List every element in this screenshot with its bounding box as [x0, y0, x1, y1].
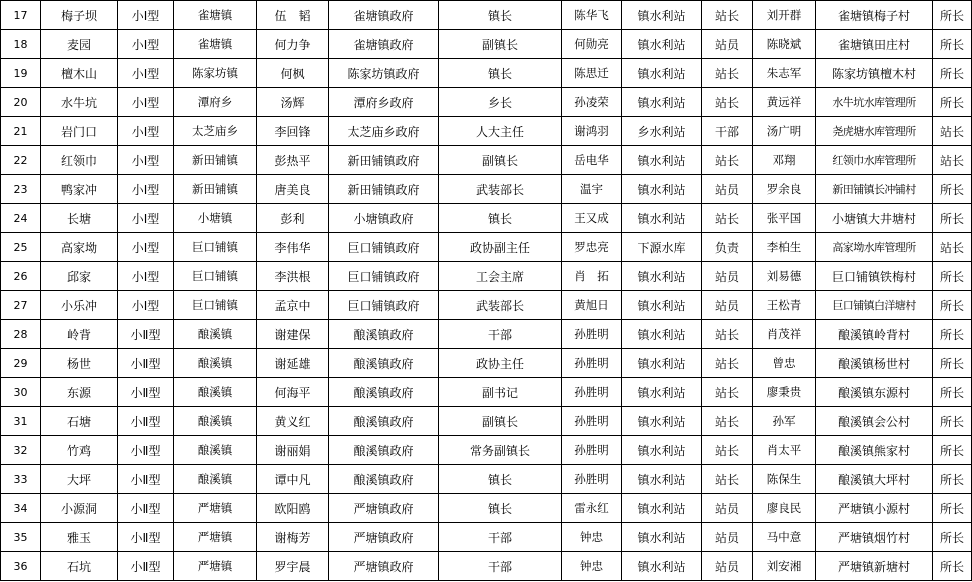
- table-row: [1, 175, 972, 204]
- cell-tech-position: 站员: [702, 175, 753, 204]
- cell-patrol-position: 所长: [933, 88, 972, 117]
- cell-reservoir-name: 水牛坑: [41, 88, 118, 117]
- cell-patrol-position: 所长: [933, 204, 972, 233]
- cell-reservoir-name: 东源: [41, 378, 118, 407]
- cell-reservoir-name: 鸭家冲: [41, 175, 118, 204]
- cell-tech-person: 钟忠: [562, 552, 622, 581]
- cell-township: 严塘镇: [174, 523, 257, 552]
- cell-admin-unit: 酿溪镇政府: [329, 349, 439, 378]
- cell-township: 小塘镇: [174, 204, 257, 233]
- table-row: [1, 146, 972, 175]
- cell-patrol-unit: 水牛坑水库管理所: [816, 88, 933, 117]
- table-row: [1, 436, 972, 465]
- cell-patrol-unit: 红领巾水库管理所: [816, 146, 933, 175]
- cell-township: 酿溪镇: [174, 378, 257, 407]
- cell-reservoir-name: 大坪: [41, 465, 118, 494]
- cell-tech-position: 站员: [702, 291, 753, 320]
- cell-tech-position: 站员: [702, 30, 753, 59]
- cell-admin-unit: 酿溪镇政府: [329, 320, 439, 349]
- cell-reservoir-scale: 小Ⅰ型: [118, 175, 174, 204]
- cell-township: 酿溪镇: [174, 407, 257, 436]
- cell-reservoir-scale: 小Ⅰ型: [118, 146, 174, 175]
- cell-admin-person: 何海平: [257, 378, 329, 407]
- cell-tech-person: 何勋亮: [562, 30, 622, 59]
- cell-reservoir-scale: 小Ⅱ型: [118, 523, 174, 552]
- cell-patrol-unit: 小塘镇大井塘村: [816, 204, 933, 233]
- table-row: [1, 30, 972, 59]
- cell-admin-unit: 新田铺镇政府: [329, 146, 439, 175]
- cell-reservoir-scale: 小Ⅰ型: [118, 30, 174, 59]
- cell-patrol-unit: 酿溪镇东源村: [816, 378, 933, 407]
- cell-admin-person: 李回锋: [257, 117, 329, 146]
- cell-tech-position: 站长: [702, 1, 753, 30]
- cell-admin-position: 副镇长: [439, 407, 562, 436]
- cell-patrol-unit: 高家坳水库管理所: [816, 233, 933, 262]
- cell-admin-position: 常务副镇长: [439, 436, 562, 465]
- cell-reservoir-scale: 小Ⅱ型: [118, 407, 174, 436]
- cell-tech-person: 温宇: [562, 175, 622, 204]
- table-row: [1, 523, 972, 552]
- cell-patrol-person: 曾忠: [753, 349, 816, 378]
- cell-reservoir-name: 梅子坝: [41, 1, 118, 30]
- cell-tech-position: 站长: [702, 59, 753, 88]
- cell-patrol-position: 所长: [933, 30, 972, 59]
- cell-tech-unit: 乡水利站: [622, 117, 702, 146]
- table-row: [1, 320, 972, 349]
- cell-patrol-unit: 酿溪镇杨世村: [816, 349, 933, 378]
- cell-patrol-position: 站长: [933, 117, 972, 146]
- cell-admin-position: 政协主任: [439, 349, 562, 378]
- cell-patrol-position: 所长: [933, 494, 972, 523]
- cell-township: 巨口铺镇: [174, 291, 257, 320]
- cell-row-number: 17: [1, 1, 41, 30]
- cell-admin-position: 镇长: [439, 204, 562, 233]
- cell-tech-position: 负责: [702, 233, 753, 262]
- cell-tech-person: 雷永红: [562, 494, 622, 523]
- cell-reservoir-name: 岩门口: [41, 117, 118, 146]
- cell-tech-person: 罗忠亮: [562, 233, 622, 262]
- cell-admin-person: 欧阳鸥: [257, 494, 329, 523]
- cell-row-number: 36: [1, 552, 41, 581]
- cell-tech-person: 黄旭日: [562, 291, 622, 320]
- cell-admin-unit: 雀塘镇政府: [329, 1, 439, 30]
- cell-tech-person: 陈华飞: [562, 1, 622, 30]
- cell-township: 巨口铺镇: [174, 233, 257, 262]
- cell-patrol-unit: 巨口铺镇铁梅村: [816, 262, 933, 291]
- cell-admin-position: 镇长: [439, 59, 562, 88]
- cell-township: 巨口铺镇: [174, 262, 257, 291]
- cell-tech-unit: 镇水利站: [622, 146, 702, 175]
- cell-admin-position: 副书记: [439, 378, 562, 407]
- cell-reservoir-scale: 小Ⅱ型: [118, 349, 174, 378]
- cell-admin-position: 干部: [439, 552, 562, 581]
- cell-admin-person: 李伟华: [257, 233, 329, 262]
- cell-admin-position: 镇长: [439, 465, 562, 494]
- cell-patrol-person: 王松青: [753, 291, 816, 320]
- cell-township: 酿溪镇: [174, 436, 257, 465]
- cell-reservoir-scale: 小Ⅰ型: [118, 59, 174, 88]
- cell-tech-person: 肖 拓: [562, 262, 622, 291]
- cell-reservoir-name: 竹鸡: [41, 436, 118, 465]
- cell-patrol-position: 所长: [933, 349, 972, 378]
- cell-tech-position: 站员: [702, 552, 753, 581]
- cell-patrol-position: 所长: [933, 552, 972, 581]
- cell-admin-unit: 严塘镇政府: [329, 523, 439, 552]
- cell-tech-position: 站长: [702, 146, 753, 175]
- cell-admin-person: 李洪根: [257, 262, 329, 291]
- cell-patrol-position: 站长: [933, 233, 972, 262]
- cell-reservoir-scale: 小Ⅰ型: [118, 262, 174, 291]
- cell-admin-position: 副镇长: [439, 30, 562, 59]
- cell-tech-unit: 镇水利站: [622, 436, 702, 465]
- cell-admin-unit: 巨口铺镇政府: [329, 233, 439, 262]
- cell-reservoir-scale: 小Ⅱ型: [118, 378, 174, 407]
- cell-tech-person: 孙胜明: [562, 378, 622, 407]
- cell-township: 雀塘镇: [174, 30, 257, 59]
- cell-patrol-unit: 尧虎塘水库管理所: [816, 117, 933, 146]
- cell-row-number: 28: [1, 320, 41, 349]
- cell-tech-person: 孙胜明: [562, 436, 622, 465]
- cell-patrol-person: 陈晓斌: [753, 30, 816, 59]
- cell-admin-unit: 严塘镇政府: [329, 494, 439, 523]
- cell-township: 潭府乡: [174, 88, 257, 117]
- cell-tech-position: 站长: [702, 407, 753, 436]
- cell-tech-unit: 镇水利站: [622, 465, 702, 494]
- cell-row-number: 22: [1, 146, 41, 175]
- cell-tech-unit: 镇水利站: [622, 523, 702, 552]
- cell-patrol-position: 所长: [933, 262, 972, 291]
- cell-patrol-unit: 严塘镇小源村: [816, 494, 933, 523]
- cell-patrol-unit: 雀塘镇梅子村: [816, 1, 933, 30]
- cell-tech-person: 孙凌荣: [562, 88, 622, 117]
- cell-admin-position: 乡长: [439, 88, 562, 117]
- cell-admin-position: 武装部长: [439, 291, 562, 320]
- cell-admin-unit: 酿溪镇政府: [329, 436, 439, 465]
- cell-tech-position: 站长: [702, 378, 753, 407]
- cell-tech-unit: 镇水利站: [622, 320, 702, 349]
- cell-patrol-person: 黄远祥: [753, 88, 816, 117]
- cell-tech-position: 站长: [702, 204, 753, 233]
- cell-row-number: 31: [1, 407, 41, 436]
- cell-reservoir-scale: 小Ⅰ型: [118, 1, 174, 30]
- cell-admin-unit: 酿溪镇政府: [329, 407, 439, 436]
- cell-tech-unit: 镇水利站: [622, 88, 702, 117]
- cell-row-number: 30: [1, 378, 41, 407]
- cell-admin-unit: 雀塘镇政府: [329, 30, 439, 59]
- cell-admin-unit: 严塘镇政府: [329, 552, 439, 581]
- cell-township: 严塘镇: [174, 552, 257, 581]
- cell-reservoir-name: 岭背: [41, 320, 118, 349]
- cell-admin-position: 政协副主任: [439, 233, 562, 262]
- cell-tech-unit: 镇水利站: [622, 59, 702, 88]
- cell-admin-person: 罗宇晨: [257, 552, 329, 581]
- cell-reservoir-name: 石坑: [41, 552, 118, 581]
- table-row: [1, 291, 972, 320]
- cell-tech-position: 站长: [702, 465, 753, 494]
- cell-reservoir-scale: 小Ⅱ型: [118, 494, 174, 523]
- cell-row-number: 26: [1, 262, 41, 291]
- cell-patrol-unit: 新田铺镇长冲铺村: [816, 175, 933, 204]
- table-row: [1, 407, 972, 436]
- cell-admin-position: 干部: [439, 523, 562, 552]
- cell-patrol-person: 刘开群: [753, 1, 816, 30]
- cell-admin-position: 副镇长: [439, 146, 562, 175]
- cell-reservoir-scale: 小Ⅰ型: [118, 233, 174, 262]
- cell-patrol-unit: 陈家坊镇檀木村: [816, 59, 933, 88]
- cell-reservoir-scale: 小Ⅰ型: [118, 117, 174, 146]
- cell-patrol-person: 朱志军: [753, 59, 816, 88]
- cell-admin-unit: 酿溪镇政府: [329, 465, 439, 494]
- cell-row-number: 27: [1, 291, 41, 320]
- cell-patrol-person: 刘安湘: [753, 552, 816, 581]
- cell-tech-position: 站长: [702, 349, 753, 378]
- cell-patrol-unit: 严塘镇烟竹村: [816, 523, 933, 552]
- cell-reservoir-name: 邱家: [41, 262, 118, 291]
- cell-patrol-unit: 酿溪镇大坪村: [816, 465, 933, 494]
- cell-admin-person: 汤辉: [257, 88, 329, 117]
- table-row: [1, 233, 972, 262]
- cell-admin-position: 武装部长: [439, 175, 562, 204]
- cell-admin-unit: 巨口铺镇政府: [329, 291, 439, 320]
- cell-patrol-unit: 酿溪镇会公村: [816, 407, 933, 436]
- cell-reservoir-scale: 小Ⅱ型: [118, 436, 174, 465]
- cell-reservoir-name: 高家坳: [41, 233, 118, 262]
- cell-tech-person: 孙胜明: [562, 349, 622, 378]
- cell-patrol-person: 刘易德: [753, 262, 816, 291]
- cell-tech-unit: 镇水利站: [622, 1, 702, 30]
- cell-tech-unit: 镇水利站: [622, 204, 702, 233]
- cell-reservoir-name: 长塘: [41, 204, 118, 233]
- cell-patrol-person: 廖良民: [753, 494, 816, 523]
- cell-admin-unit: 陈家坊镇政府: [329, 59, 439, 88]
- cell-tech-unit: 下源水库: [622, 233, 702, 262]
- cell-admin-person: 黄义红: [257, 407, 329, 436]
- cell-patrol-person: 陈保生: [753, 465, 816, 494]
- cell-tech-unit: 镇水利站: [622, 175, 702, 204]
- cell-patrol-person: 马中意: [753, 523, 816, 552]
- table-row: [1, 1, 972, 30]
- cell-reservoir-scale: 小Ⅱ型: [118, 552, 174, 581]
- cell-row-number: 24: [1, 204, 41, 233]
- cell-reservoir-scale: 小Ⅰ型: [118, 291, 174, 320]
- cell-township: 新田铺镇: [174, 146, 257, 175]
- cell-row-number: 29: [1, 349, 41, 378]
- cell-admin-person: 谭中凡: [257, 465, 329, 494]
- cell-admin-person: 何枫: [257, 59, 329, 88]
- cell-patrol-person: 张平国: [753, 204, 816, 233]
- cell-township: 酿溪镇: [174, 349, 257, 378]
- cell-patrol-position: 所长: [933, 407, 972, 436]
- cell-row-number: 32: [1, 436, 41, 465]
- cell-admin-position: 干部: [439, 320, 562, 349]
- cell-row-number: 18: [1, 30, 41, 59]
- cell-admin-person: 伍 韬: [257, 1, 329, 30]
- cell-row-number: 21: [1, 117, 41, 146]
- table-row: [1, 262, 972, 291]
- cell-admin-position: 镇长: [439, 1, 562, 30]
- cell-row-number: 33: [1, 465, 41, 494]
- cell-admin-person: 彭利: [257, 204, 329, 233]
- table-row: [1, 349, 972, 378]
- table-row: [1, 378, 972, 407]
- cell-reservoir-name: 杨世: [41, 349, 118, 378]
- cell-patrol-position: 所长: [933, 465, 972, 494]
- cell-patrol-unit: 酿溪镇岭背村: [816, 320, 933, 349]
- cell-admin-unit: 潭府乡政府: [329, 88, 439, 117]
- cell-township: 严塘镇: [174, 494, 257, 523]
- cell-tech-unit: 镇水利站: [622, 407, 702, 436]
- cell-admin-position: 镇长: [439, 494, 562, 523]
- cell-reservoir-name: 麦园: [41, 30, 118, 59]
- table-row: [1, 552, 972, 581]
- cell-tech-position: 站长: [702, 320, 753, 349]
- cell-patrol-position: 所长: [933, 320, 972, 349]
- cell-patrol-person: 邓翔: [753, 146, 816, 175]
- cell-patrol-position: 所长: [933, 175, 972, 204]
- cell-patrol-unit: 雀塘镇田庄村: [816, 30, 933, 59]
- cell-admin-unit: 太芝庙乡政府: [329, 117, 439, 146]
- table-row: [1, 465, 972, 494]
- cell-tech-unit: 镇水利站: [622, 262, 702, 291]
- cell-reservoir-scale: 小Ⅰ型: [118, 204, 174, 233]
- cell-township: 陈家坊镇: [174, 59, 257, 88]
- cell-patrol-person: 李柏生: [753, 233, 816, 262]
- cell-row-number: 19: [1, 59, 41, 88]
- cell-admin-person: 彭热平: [257, 146, 329, 175]
- cell-patrol-position: 所长: [933, 436, 972, 465]
- cell-patrol-person: 罗余良: [753, 175, 816, 204]
- table-row: [1, 494, 972, 523]
- cell-township: 酿溪镇: [174, 320, 257, 349]
- cell-tech-person: 谢鸿羽: [562, 117, 622, 146]
- cell-reservoir-name: 红领巾: [41, 146, 118, 175]
- cell-tech-position: 干部: [702, 117, 753, 146]
- table-body: [1, 1, 972, 581]
- cell-tech-person: 钟忠: [562, 523, 622, 552]
- cell-reservoir-name: 小乐冲: [41, 291, 118, 320]
- cell-tech-unit: 镇水利站: [622, 30, 702, 59]
- cell-tech-position: 站员: [702, 494, 753, 523]
- cell-tech-unit: 镇水利站: [622, 291, 702, 320]
- cell-row-number: 34: [1, 494, 41, 523]
- cell-tech-position: 站员: [702, 523, 753, 552]
- cell-reservoir-name: 雅玉: [41, 523, 118, 552]
- cell-admin-position: 工会主席: [439, 262, 562, 291]
- cell-township: 新田铺镇: [174, 175, 257, 204]
- table-row: [1, 88, 972, 117]
- cell-reservoir-name: 檀木山: [41, 59, 118, 88]
- table-row: [1, 59, 972, 88]
- cell-tech-unit: 镇水利站: [622, 552, 702, 581]
- cell-reservoir-name: 小源洞: [41, 494, 118, 523]
- cell-admin-person: 何力争: [257, 30, 329, 59]
- cell-reservoir-scale: 小Ⅱ型: [118, 320, 174, 349]
- cell-admin-person: 谢丽娟: [257, 436, 329, 465]
- cell-patrol-position: 所长: [933, 1, 972, 30]
- cell-patrol-unit: 酿溪镇熊家村: [816, 436, 933, 465]
- cell-reservoir-scale: 小Ⅰ型: [118, 88, 174, 117]
- table-row: [1, 117, 972, 146]
- cell-admin-unit: 新田铺镇政府: [329, 175, 439, 204]
- cell-tech-position: 站员: [702, 262, 753, 291]
- cell-township: 太芝庙乡: [174, 117, 257, 146]
- cell-admin-person: 孟京中: [257, 291, 329, 320]
- cell-tech-unit: 镇水利站: [622, 494, 702, 523]
- cell-tech-person: 孙胜明: [562, 320, 622, 349]
- cell-admin-unit: 巨口铺镇政府: [329, 262, 439, 291]
- cell-admin-person: 谢建保: [257, 320, 329, 349]
- cell-reservoir-scale: 小Ⅱ型: [118, 465, 174, 494]
- cell-row-number: 20: [1, 88, 41, 117]
- cell-tech-person: 王又成: [562, 204, 622, 233]
- cell-admin-unit: 酿溪镇政府: [329, 378, 439, 407]
- cell-patrol-unit: 巨口铺镇白洋塘村: [816, 291, 933, 320]
- cell-patrol-position: 所长: [933, 59, 972, 88]
- cell-tech-person: 孙胜明: [562, 465, 622, 494]
- cell-patrol-unit: 严塘镇新塘村: [816, 552, 933, 581]
- cell-patrol-person: 廖秉贵: [753, 378, 816, 407]
- cell-row-number: 25: [1, 233, 41, 262]
- cell-patrol-person: 孙军: [753, 407, 816, 436]
- cell-admin-position: 人大主任: [439, 117, 562, 146]
- cell-admin-unit: 小塘镇政府: [329, 204, 439, 233]
- cell-tech-position: 站长: [702, 436, 753, 465]
- cell-tech-person: 孙胜明: [562, 407, 622, 436]
- cell-tech-unit: 镇水利站: [622, 378, 702, 407]
- cell-tech-person: 陈思迁: [562, 59, 622, 88]
- cell-admin-person: 唐美良: [257, 175, 329, 204]
- cell-patrol-person: 肖茂祥: [753, 320, 816, 349]
- cell-patrol-position: 站长: [933, 146, 972, 175]
- cell-row-number: 23: [1, 175, 41, 204]
- cell-patrol-position: 所长: [933, 291, 972, 320]
- cell-patrol-position: 所长: [933, 378, 972, 407]
- table-row: [1, 204, 972, 233]
- cell-admin-person: 谢延雄: [257, 349, 329, 378]
- cell-patrol-person: 肖太平: [753, 436, 816, 465]
- cell-admin-person: 谢梅芳: [257, 523, 329, 552]
- cell-patrol-person: 汤广明: [753, 117, 816, 146]
- cell-reservoir-name: 石塘: [41, 407, 118, 436]
- cell-township: 酿溪镇: [174, 465, 257, 494]
- cell-tech-position: 站长: [702, 88, 753, 117]
- cell-row-number: 35: [1, 523, 41, 552]
- cell-patrol-position: 所长: [933, 523, 972, 552]
- cell-tech-unit: 镇水利站: [622, 349, 702, 378]
- cell-township: 雀塘镇: [174, 1, 257, 30]
- cell-tech-person: 岳电华: [562, 146, 622, 175]
